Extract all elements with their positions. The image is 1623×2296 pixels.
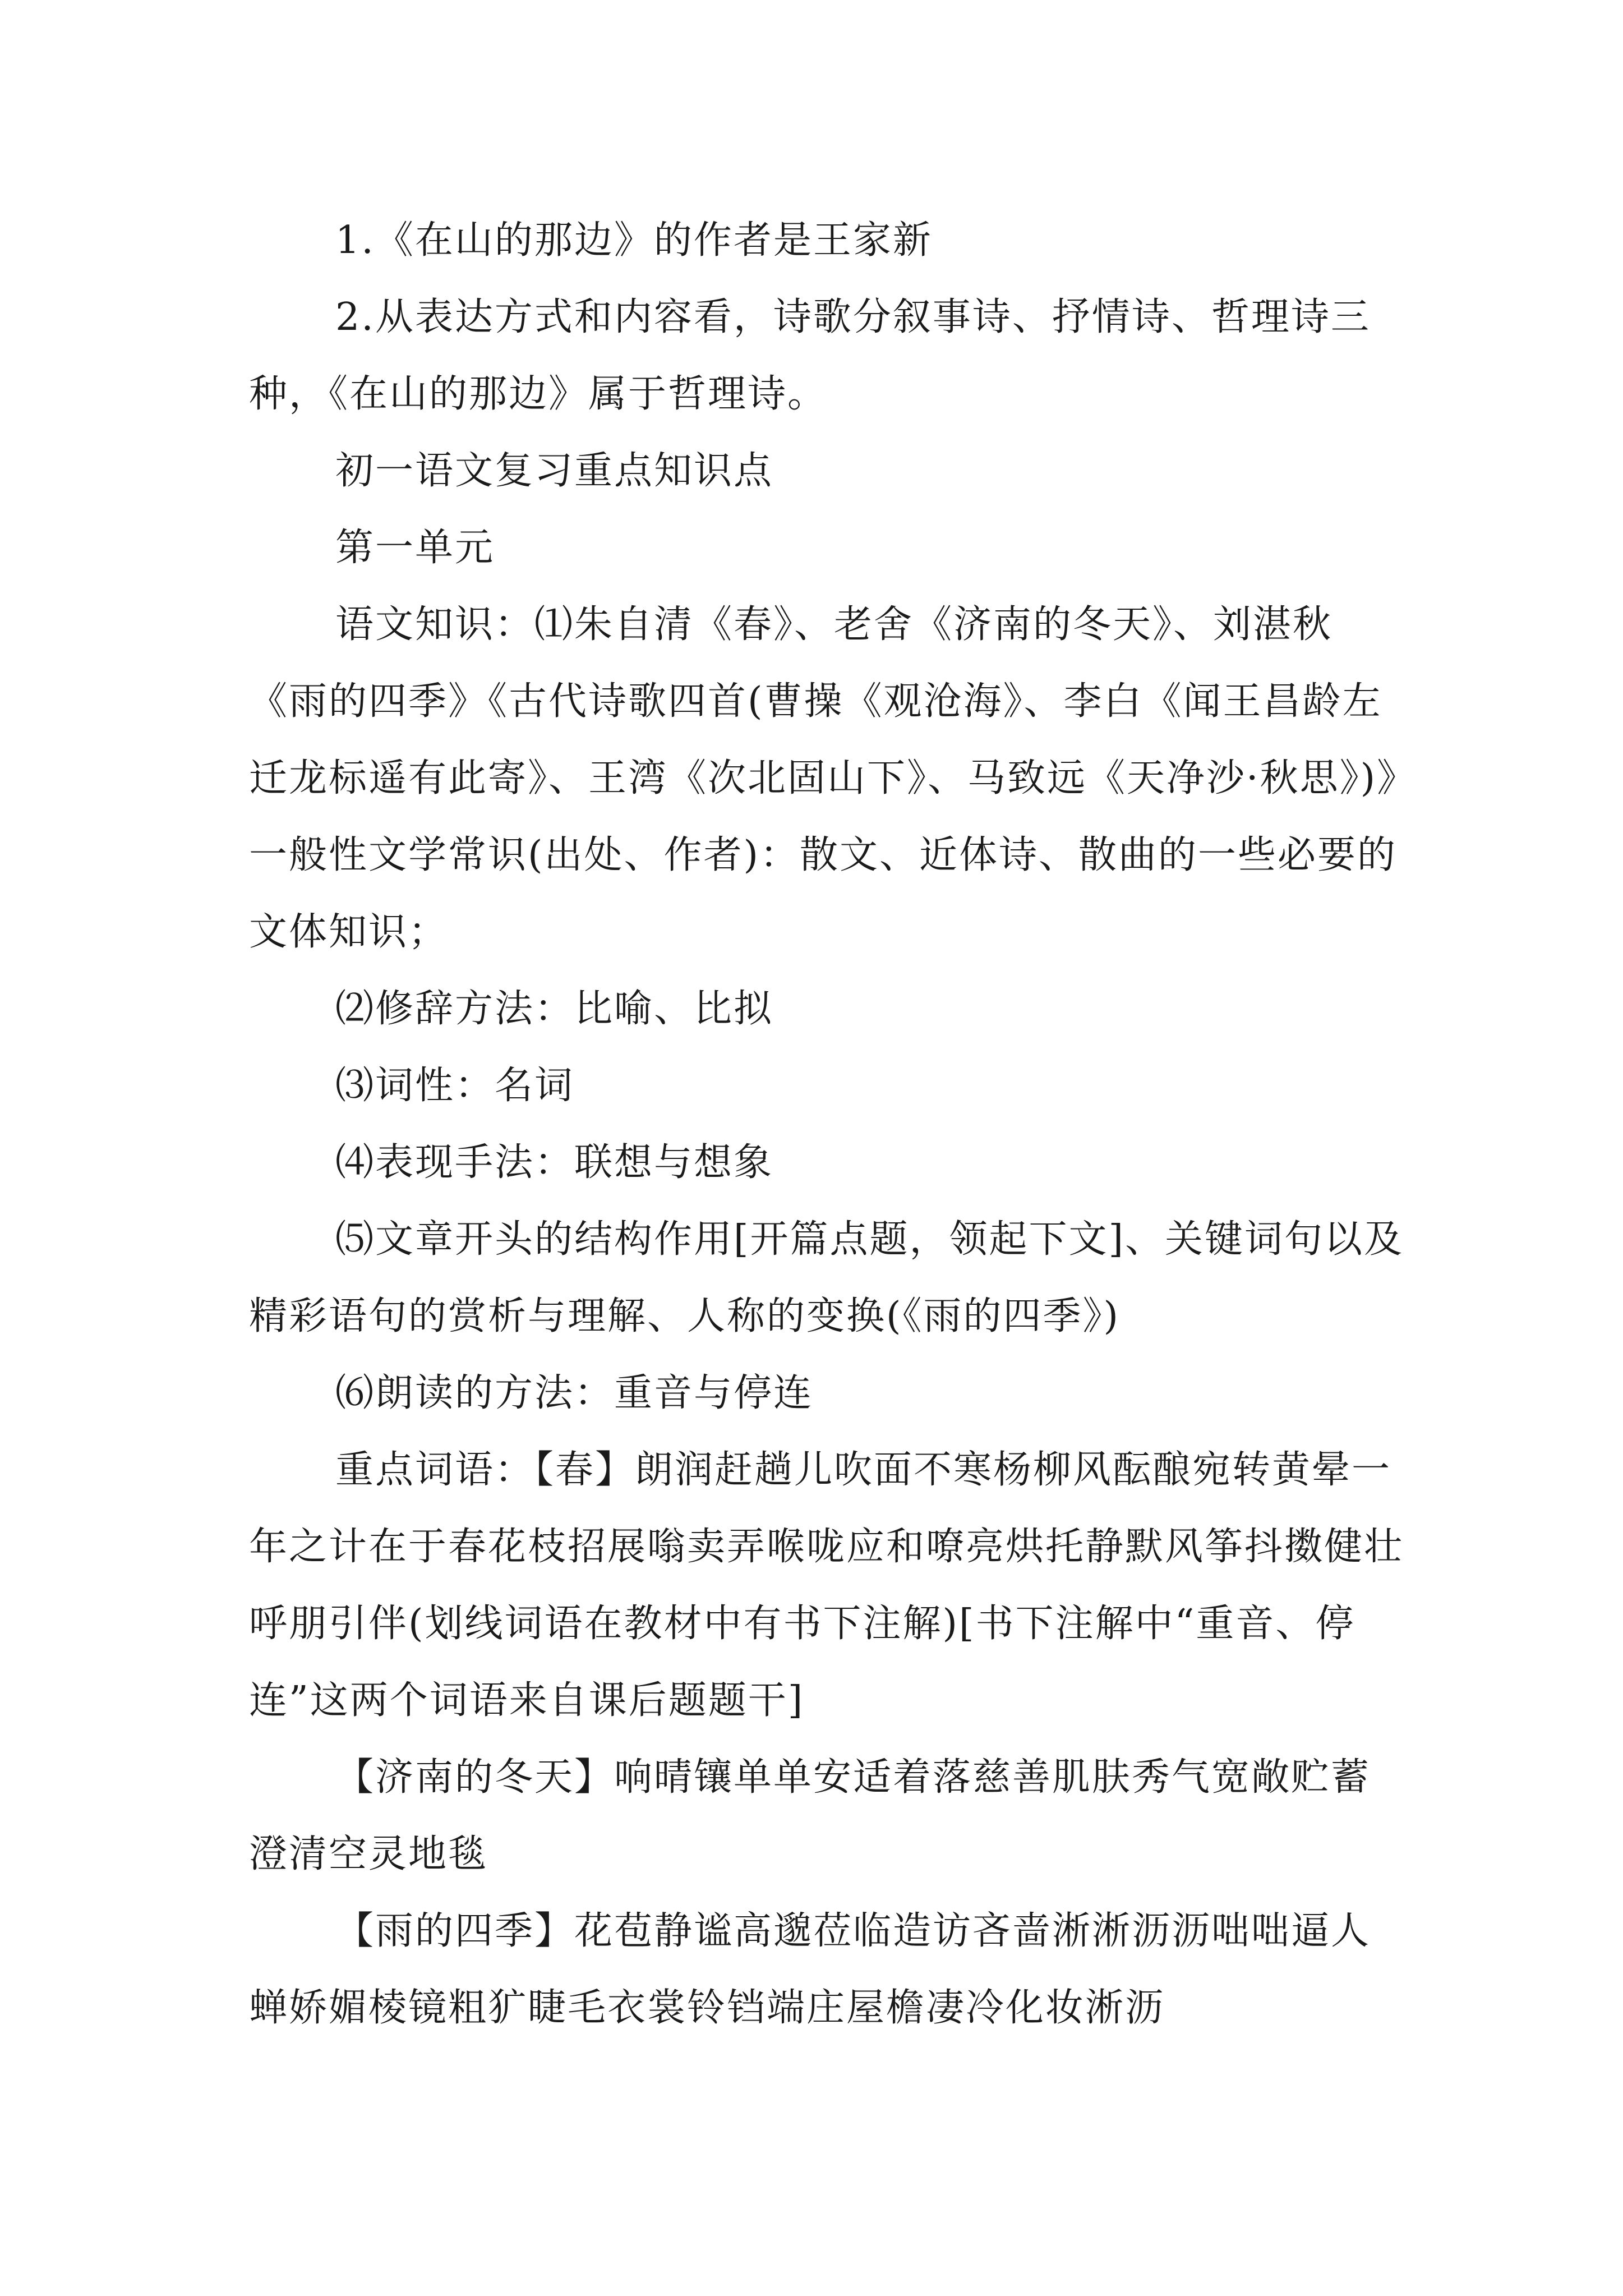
paragraph-key-words-spring: 重点词语：【春】朗润赶趟儿吹面不寒杨柳风酝酿宛转黄晕一年之计在于春花枝招展嗡卖弄喉咙应和嘹亮烘托静默风筝抖擞健壮呼朋引伴(划线词语在教材中有书下注解)[书下注解中“重音、停连”这两个词语来自课后题题干]: [249, 1448, 1404, 1723]
paragraph-poetry-types: 2.从表达方式和内容看，诗歌分叙事诗、抒情诗、哲理诗三种，《在山的那边》属于哲理诗。: [249, 295, 1371, 416]
section-heading: 初一语文复习重点知识点: [335, 449, 774, 493]
paragraph-key-words-rain: 【雨的四季】花苞静谧高邈莅临造访吝啬淅淅沥沥咄咄逼人蝉娇媚棱镜粗犷睫毛衣裳铃铛端庄屋檐凄冷化妆淅沥: [249, 1909, 1371, 2030]
paragraph-part-of-speech: ⑶词性：名词: [335, 1064, 575, 1108]
paragraph-reading-method: ⑹朗读的方法：重音与停连: [335, 1371, 814, 1415]
paragraph-structure: ⑸文章开头的结构作用[开篇点题，领起下文]、关键词句以及精彩语句的赏析与理解、人称的变换(《雨的四季》): [249, 1217, 1404, 1338]
paragraph-author: 1.《在山的那边》的作者是王家新: [335, 218, 933, 263]
paragraph-rhetoric: ⑵修辞方法：比喻、比拟: [335, 987, 774, 1031]
document-body: [249, 202, 1404, 2046]
paragraph-key-words-jinan: 【济南的冬天】响晴镶单单安适着落慈善肌肤秀气宽敞贮蓄澄清空灵地毯: [249, 1755, 1371, 1876]
paragraph-literary-knowledge: 语文知识：⑴朱自清《春》、老舍《济南的冬天》、刘湛秋《雨的四季》《古代诗歌四首(曹操《观沧海》、李白《闻王昌龄左迁龙标遥有此寄》、王湾《次北固山下》、马致远《天净沙·秋思》)》一般性文学常识(出处、作者)：散文、近体诗、散曲的一些必要的文体知识；: [249, 602, 1398, 954]
paragraph-expression: ⑷表现手法：联想与想象: [335, 1140, 774, 1185]
unit-heading: 第一单元: [335, 526, 495, 570]
